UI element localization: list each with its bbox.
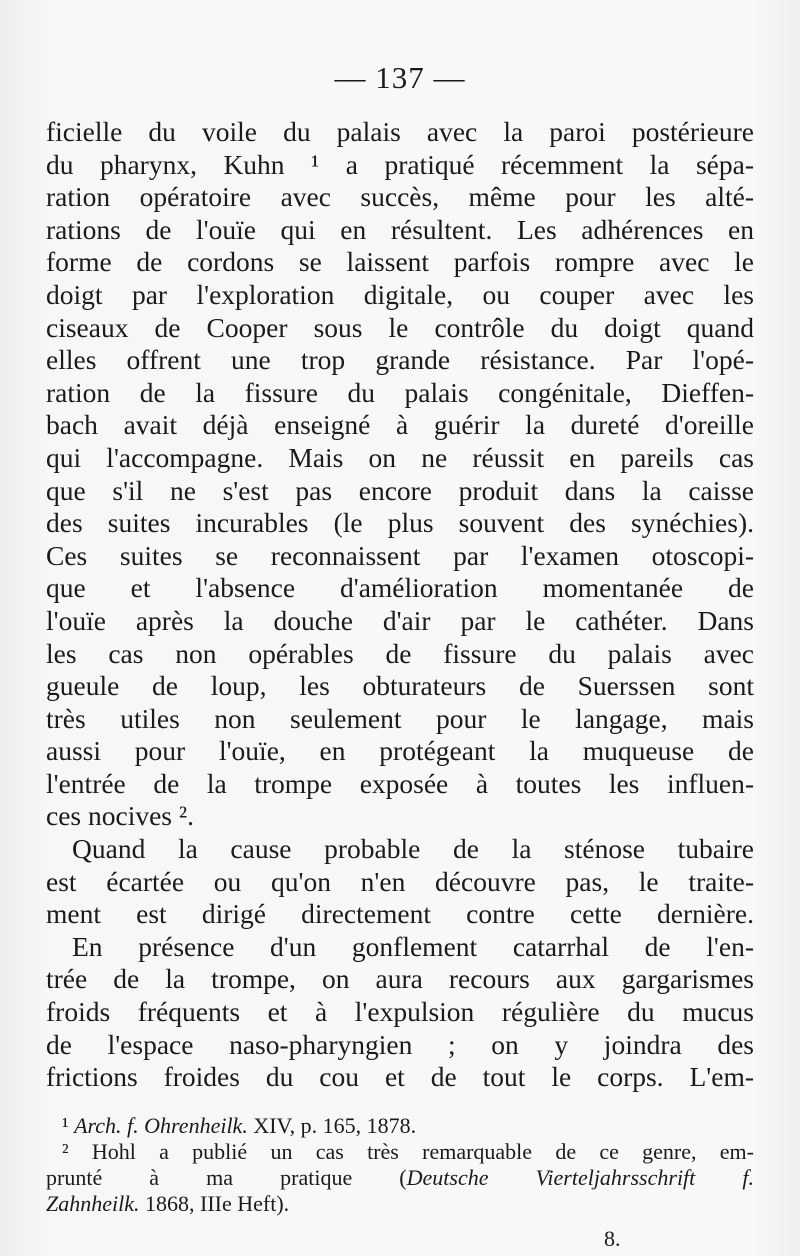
text-line: l'ouïe après la douche d'air par le cathéter. Dans (46, 604, 754, 636)
footnote-2-journal: Deutsche Vierteljahrsschrift f. (406, 1165, 754, 1190)
text-line: Quand la cause probable de la sténose tubaire (72, 833, 754, 865)
footnotes (46, 1113, 754, 1217)
text-line: bach avait déjà enseigné à guérir la dureté d'oreille (46, 409, 754, 441)
text-line: froids fréquents et à l'expulsion régulière du mucus (46, 996, 754, 1028)
text-line: ciseaux de Cooper sous le contrôle du doigt quand (46, 311, 754, 343)
text-line: trée de la trompe, on aura recours aux gargarismes (46, 963, 754, 995)
text-line: qui l'accompagne. Mais on ne réussit en pareils cas (46, 441, 754, 473)
footnote-2-text: prunté à ma pratique ( (46, 1165, 407, 1190)
footnote-1-mark: ¹ (62, 1113, 69, 1138)
text-line: En présence d'un gonflement catarrhal de l'en- (72, 930, 754, 962)
text-line: ces nocives ². (46, 800, 194, 832)
text-line: que et l'absence d'amélioration momentanée de (46, 572, 754, 604)
text-line: que s'il ne s'est pas encore produit dans la caisse (46, 474, 754, 506)
text-line: gueule de loup, les obturateurs de Suerssen sont (46, 670, 754, 702)
text-line: est écartée ou qu'on n'en découvre pas, le traite- (46, 865, 754, 897)
text-line: ficielle du voile du palais avec la paroi postérieure (46, 116, 754, 147)
main-text (46, 116, 754, 1094)
footnote-1-citation: XIV, p. 165, 1878. (247, 1113, 417, 1138)
text-line: l'entrée de la trompe exposée à toutes les influen- (46, 767, 754, 799)
text-line: ment est dirigé directement contre cette dernière. (46, 898, 754, 930)
footnote-1 (46, 1113, 754, 1139)
text-line: de l'espace naso-pharyngien ; on y joindra des (46, 1028, 754, 1060)
footnote-2-line: ² Hohl a publié un cas très remarquable de ce genre, em- (62, 1139, 754, 1164)
text-line: forme de cordons se laissent parfois rompre avec le (46, 246, 754, 278)
text-line: Ces suites se reconnaissent par l'examen otoscopi- (46, 539, 754, 571)
footnote-2-citation: 1868, IIIe Heft). (139, 1191, 290, 1216)
text-line: elles offrent une trop grande résistance. Par l'opé- (46, 344, 754, 376)
text-line: frictions froides du cou et de tout le corps. L'em- (46, 1061, 754, 1093)
text-line: ration de la fissure du palais congénitale, Dieffen- (46, 376, 754, 408)
text-line: très utiles non seulement pour le langage, mais (46, 702, 754, 734)
text-line: aussi pour l'ouïe, en protégeant la muqueuse de (46, 735, 754, 767)
footnote-2-line (46, 1165, 754, 1191)
text-line: du pharynx, Kuhn ¹ a pratiqué récemment la sépa- (46, 148, 754, 180)
footnote-2-journal-cont: Zahnheilk. (46, 1191, 140, 1216)
text-line: rations de l'ouïe qui en résultent. Les adhérences en (46, 213, 754, 245)
text-line: les cas non opérables de fissure du palais avec (46, 637, 754, 669)
text-line: des suites incurables (le plus souvent des synéchies). (46, 507, 754, 539)
text-line: ration opératoire avec succès, même pour les alté- (46, 181, 754, 213)
page-number: — 137 — (334, 60, 466, 95)
footnote-2-line (46, 1191, 754, 1217)
signature-mark: 8. (604, 1226, 621, 1251)
footnote-1-source: Arch. f. Ohrenheilk. (74, 1113, 248, 1138)
text-line: doigt par l'exploration digitale, ou couper avec les (46, 278, 754, 310)
